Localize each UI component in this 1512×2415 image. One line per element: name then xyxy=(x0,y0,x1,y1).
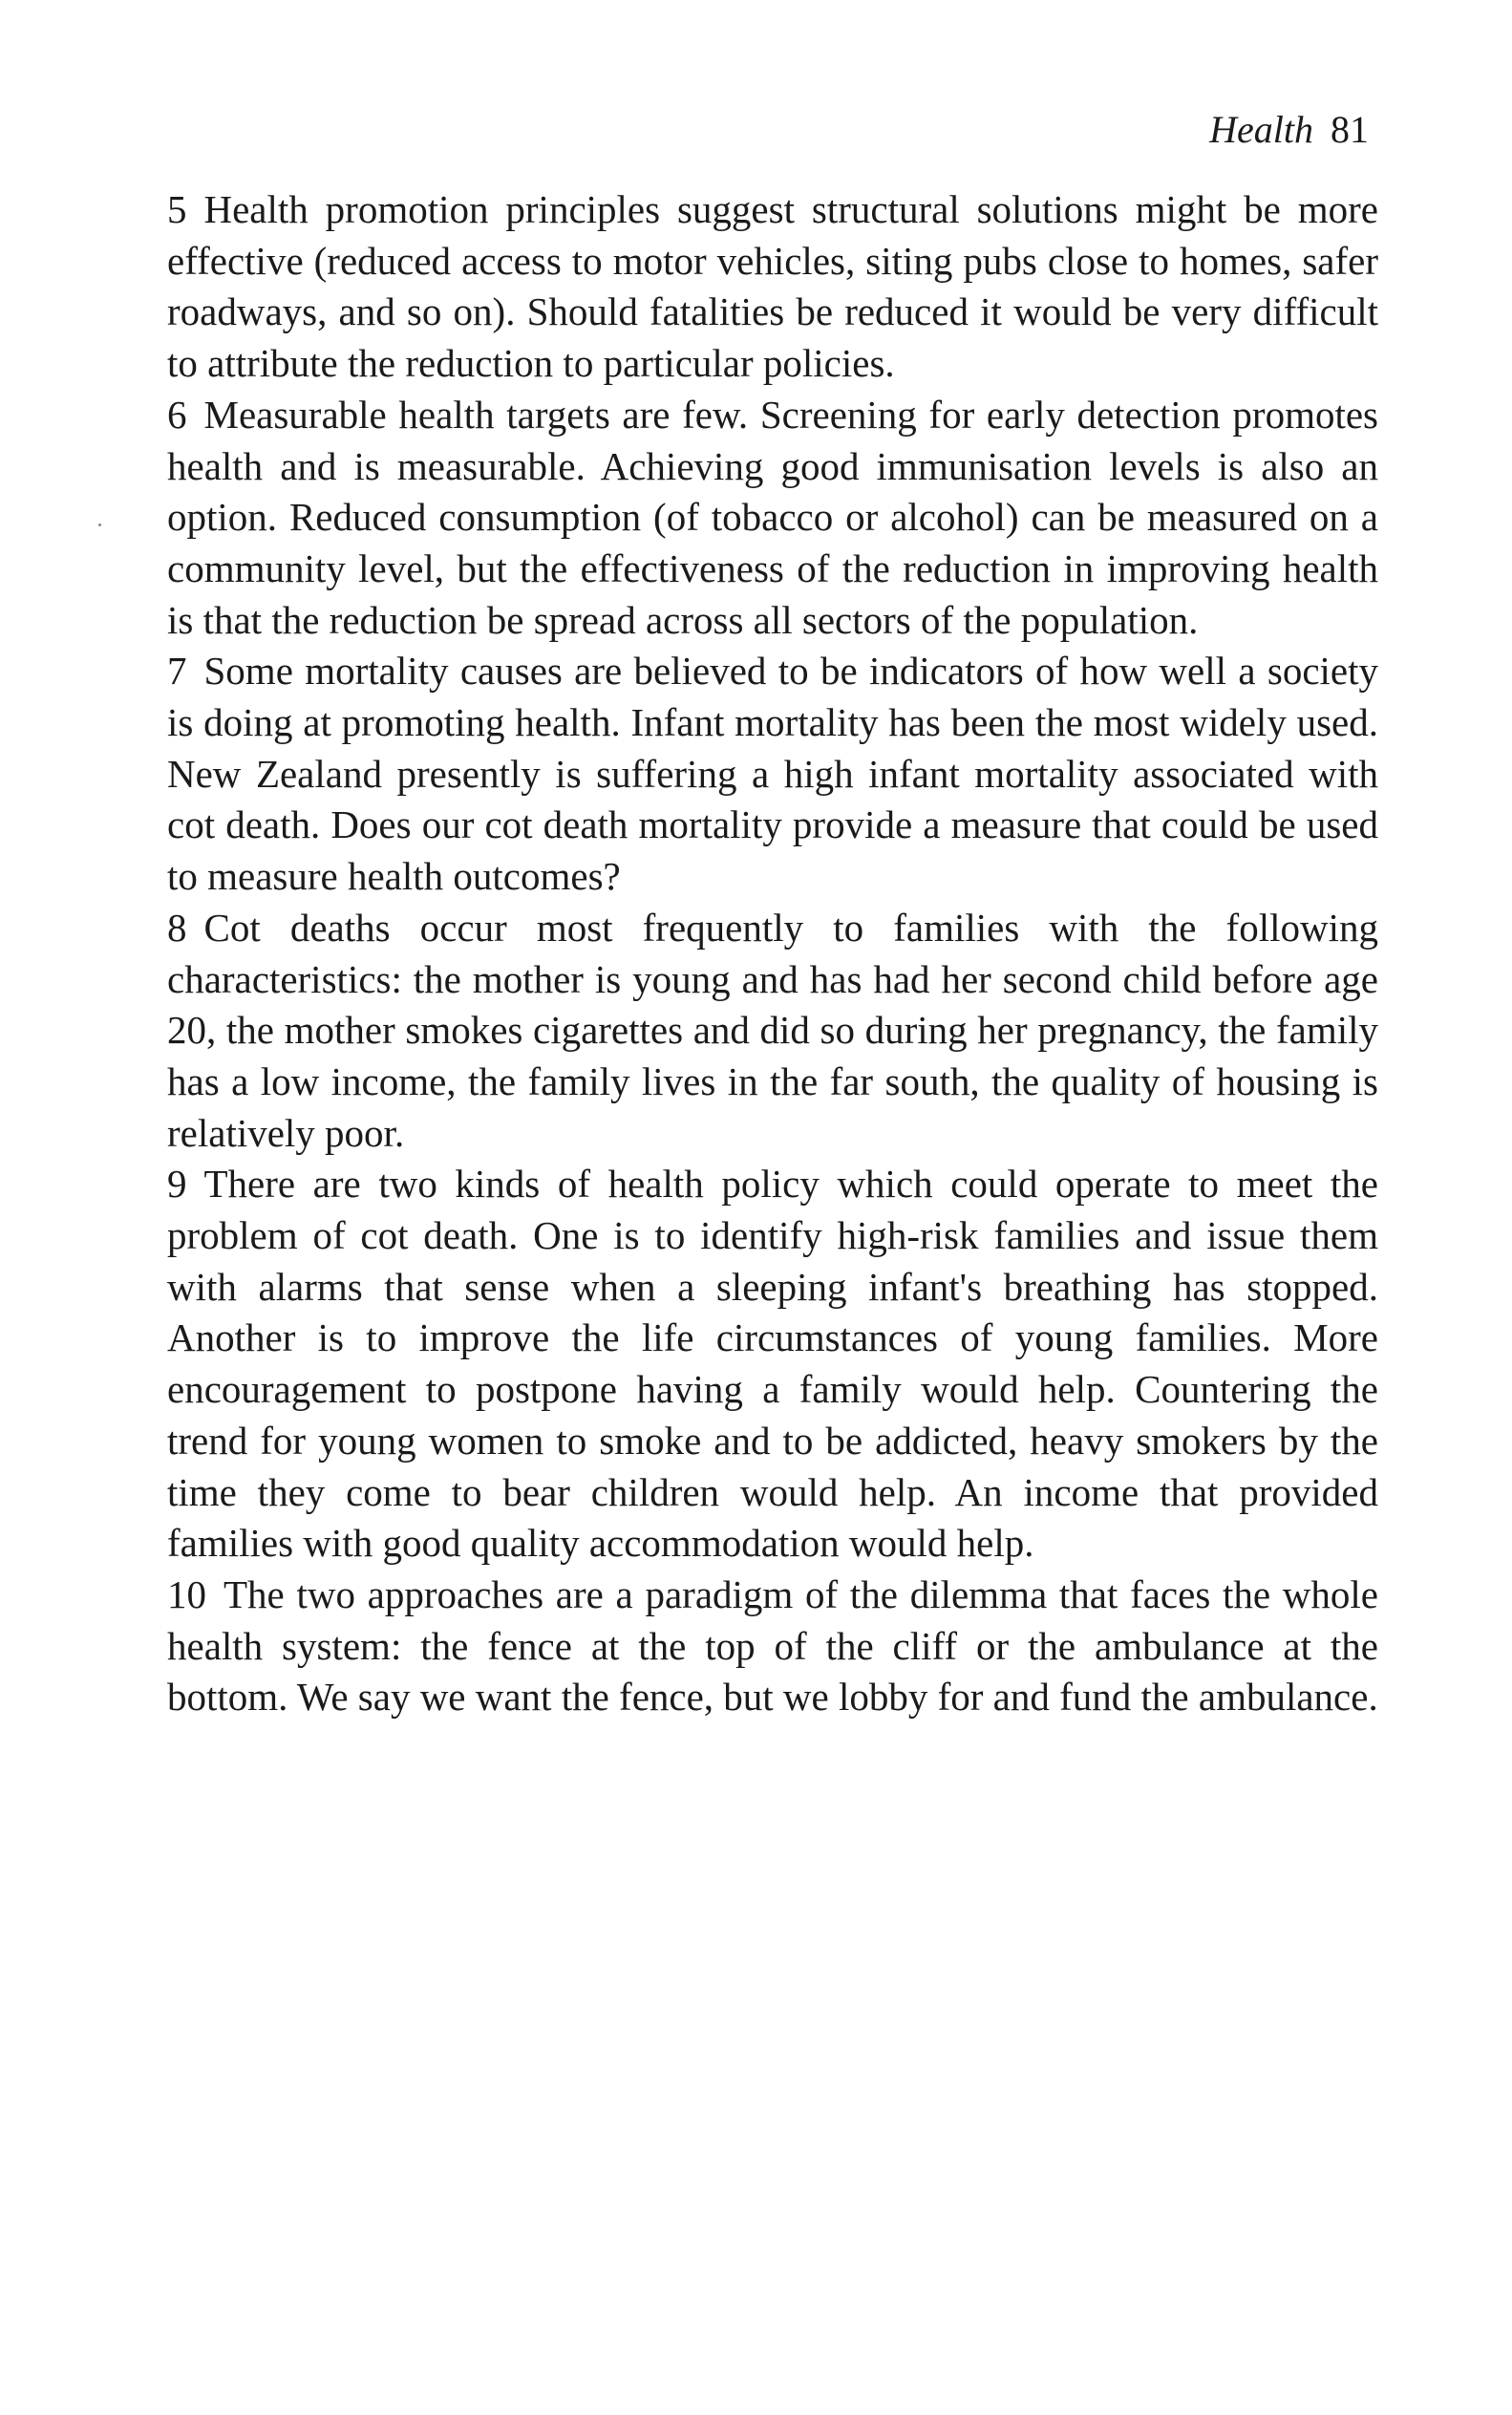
scan-speck xyxy=(98,524,101,526)
paragraph-number: 9 xyxy=(167,1162,187,1207)
paragraph-text: Measurable health targets are few. Screening for early detection promotes health and is measurable. Achieving good immunisation levels is also an option. Reduced consumption (of tobacco or alcohol) can be measured on a community level, but the effectiveness of the reduction in improving health is that the reduction be spread across all sectors of the population. xyxy=(167,392,1378,642)
paragraph-number: 5 xyxy=(167,187,187,231)
paragraph-text: Some mortality causes are believed to be indicators of how well a society is doing at promoting health. Infant mortality has been the most widely used. New Zealand presently is suffering a high infant mortality associated with cot death. Does our cot death mortality provide a measure that could be used to measure health outcomes? xyxy=(167,649,1378,899)
paragraph-7 xyxy=(167,646,1378,903)
paragraph-text: Health promotion principles suggest structural solutions might be more effective (reduced access to motor vehicles, siting pubs close to homes, safer roadways, and so on). Should fatalities be reduced it would be very difficult to attribute the reduction to particular policies. xyxy=(167,187,1378,386)
paragraph-text: There are two kinds of health policy which could operate to meet the problem of cot death. One is to identify high-risk families and issue them with alarms that sense when a sleeping infant's breathing has stopped. Another is to improve the life circumstances of young families. More encouragement to postpone having a family would help. Countering the trend for young women to smoke and to be addicted, heavy smokers by the time they come to bear children would help. An income that provided families with good quality accommodation would help. xyxy=(167,1162,1378,1566)
page-number: 81 xyxy=(1331,108,1369,151)
paragraph-6 xyxy=(167,390,1378,647)
body-text xyxy=(167,184,1378,1723)
paragraph-8 xyxy=(167,903,1378,1160)
paragraph-5 xyxy=(167,184,1378,390)
paragraph-text: The two approaches are a paradigm of the dilemma that faces the whole health system: the fence at the top of the cliff or the ambulance at the bottom. We say we want the fence, but we lobby for and fund the ambulance. xyxy=(167,1571,1378,1720)
paragraph-number: 7 xyxy=(167,649,187,694)
paragraph-number: 8 xyxy=(167,905,187,950)
paragraph-text: Cot deaths occur most frequently to families with the following characteristics: the mother is young and has had her second child before age 20, the mother smokes cigarettes and did so during her pregnancy, the family has a low income, the family lives in the far south, the quality of housing is relatively poor. xyxy=(167,905,1378,1155)
paragraph-10 xyxy=(167,1570,1378,1723)
section-title: Health xyxy=(1209,108,1313,151)
paragraph-9 xyxy=(167,1159,1378,1570)
running-head xyxy=(1209,107,1369,153)
paragraph-number: 10 xyxy=(167,1571,206,1616)
paragraph-number: 6 xyxy=(167,392,187,437)
